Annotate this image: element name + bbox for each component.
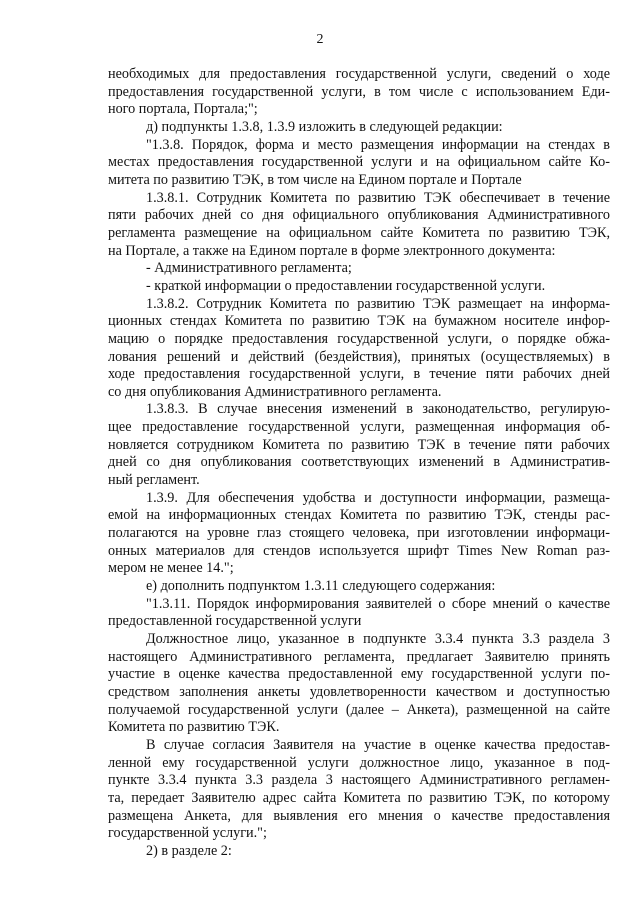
text-line: средством заполнения анкеты удовлетворенности качеством и доступностью <box>108 683 610 700</box>
text-line: получаемой государственной услуги (далее – Анкета), размещенной на сайте <box>108 701 610 718</box>
text-line: местах предоставления государственной услуги и на официальном сайте Ко- <box>108 154 610 171</box>
paragraph-1-3-8-3-cont <box>108 419 610 472</box>
text-line: ходе предоставления государственной услуги, в течение пяти рабочих дней <box>108 366 610 383</box>
paragraph-continuation-end <box>108 101 610 119</box>
text-line: - краткой информации о предоставлении государственной услуги. <box>146 277 546 294</box>
text-line: е) дополнить подпунктом 1.3.11 следующего содержания: <box>146 578 496 595</box>
paragraph-official-cont <box>108 649 610 720</box>
text-line: на Портале, а также на Едином портале в форме электронного документа: <box>108 242 556 259</box>
paragraph-item-e <box>108 578 610 596</box>
text-line: мером не менее 14."; <box>108 560 234 577</box>
paragraph-1-3-8-3-end <box>108 472 610 490</box>
text-line: Должностное лицо, указанное в подпункте 3.3.4 пункта 3.3 раздела 3 <box>146 631 610 647</box>
text-line: 1.3.8.1. Сотрудник Комитета по развитию ТЭК обеспечивает в течение <box>146 189 610 206</box>
text-line: участие в оценке качества предоставленной ему государственной услуги по- <box>108 666 610 683</box>
paragraph-1-3-8-2-cont <box>108 313 610 384</box>
paragraph-1-3-9-end <box>108 560 610 578</box>
paragraph-1-3-8-1-cont <box>108 207 610 242</box>
text-line: В случае согласия Заявителя на участие в оценке качества предостав- <box>146 736 610 753</box>
paragraph-consent-cont <box>108 755 610 826</box>
text-line: пяти рабочих дней со дня официального опубликования Административного <box>108 207 610 224</box>
text-line: необходимых для предоставления государственной услуги, сведений о ходе <box>108 66 610 82</box>
text-line: - Административного регламента; <box>146 260 352 277</box>
text-line: пункте 3.3.4 пункта 3.3 раздела 3 настоящего Административного регламен- <box>108 772 610 789</box>
paragraph-1-3-8-2 <box>108 296 610 314</box>
text-line: 2) в разделе 2: <box>146 842 232 859</box>
text-line: д) подпункты 1.3.8, 1.3.9 изложить в следующей редакции: <box>146 118 503 135</box>
paragraph-1-3-9 <box>108 490 610 508</box>
paragraph-consent-end <box>108 825 610 843</box>
paragraph-continuation <box>108 66 610 101</box>
text-line: дней со дня опубликования соответствующих изменений в Административ- <box>108 454 610 471</box>
paragraph-section-2 <box>108 843 610 861</box>
paragraph-1-3-8-3 <box>108 401 610 419</box>
paragraph-1-3-8-end <box>108 172 610 190</box>
text-line: лования решений и действий (бездействия), принятых (осуществляемых) в <box>108 348 610 365</box>
bullet-item <box>108 278 610 296</box>
paragraph-1-3-8-1 <box>108 190 610 208</box>
text-line: Комитета по развитию ТЭК. <box>108 719 280 736</box>
text-line: ный регламент. <box>108 472 200 489</box>
paragraph-1-3-8-cont <box>108 154 610 172</box>
text-line: регламента размещение на официальном сайте Комитета по развитию ТЭК, <box>108 224 610 241</box>
text-line: щее предоставление государственной услуги, размещенная информация об- <box>108 419 610 436</box>
text-line: со дня опубликования Административного регламента. <box>108 383 442 400</box>
paragraph-1-3-9-cont <box>108 507 610 560</box>
text-line: государственной услуги."; <box>108 825 267 842</box>
text-line: та, передает Заявителю адрес сайта Комитета по развитию ТЭК, по которому <box>108 789 610 806</box>
text-line: ного портала, Портала;"; <box>108 101 258 118</box>
text-line: мацию о порядке предоставления государственной услуги, о порядке обжа- <box>108 330 610 347</box>
text-line: "1.3.11. Порядок информирования заявителей о сборе мнений о качестве <box>146 595 610 612</box>
document-body <box>108 66 610 861</box>
paragraph-official <box>108 631 610 649</box>
text-line: ленной ему государственной услуги должностное лицо, указанное в под- <box>108 754 610 771</box>
paragraph-consent <box>108 737 610 755</box>
text-line: "1.3.8. Порядок, форма и место размещения информации на стендах в <box>146 136 610 153</box>
text-line: 1.3.8.2. Сотрудник Комитета по развитию ТЭК размещает на информа- <box>146 295 610 312</box>
paragraph-1-3-11 <box>108 596 610 614</box>
text-line: предоставления государственной услуги, в том числе с использованием Еди- <box>108 83 610 100</box>
text-line: предоставленной государственной услуги <box>108 613 362 630</box>
paragraph-item-d <box>108 119 610 137</box>
text-line: полагаются на уровне глаз стоящего человека, при изготовлении информаци- <box>108 525 610 542</box>
paragraph-1-3-8-1-end <box>108 243 610 261</box>
text-line: митета по развитию ТЭК, в том числе на Едином портале и Портале <box>108 171 522 188</box>
text-line: онных материалов для стендов используется шрифт Times New Roman раз- <box>108 542 610 559</box>
text-line: размещена Анкета, для выявления его мнения о качестве предоставления <box>108 807 610 824</box>
bullet-item <box>108 260 610 278</box>
text-line: 1.3.8.3. В случае внесения изменений в законодательство, регулирую- <box>146 401 610 418</box>
text-line: емой на информационных стендах Комитета по развитию ТЭК, стенды рас- <box>108 507 610 524</box>
text-line: 1.3.9. Для обеспечения удобства и доступности информации, размеща- <box>146 489 610 506</box>
paragraph-1-3-8-2-end <box>108 384 610 402</box>
paragraph-1-3-11-end <box>108 613 610 631</box>
paragraph-1-3-8 <box>108 137 610 155</box>
text-line: новляется сотрудником Комитета по развитию ТЭК в течение пяти рабочих <box>108 436 610 453</box>
text-line: настоящего Административного регламента, предлагает Заявителю принять <box>108 648 610 665</box>
text-line: ционных стендах Комитета по развитию ТЭК на бумажном носителе инфор- <box>108 313 610 330</box>
page-number: 2 <box>316 32 324 47</box>
paragraph-official-end <box>108 719 610 737</box>
